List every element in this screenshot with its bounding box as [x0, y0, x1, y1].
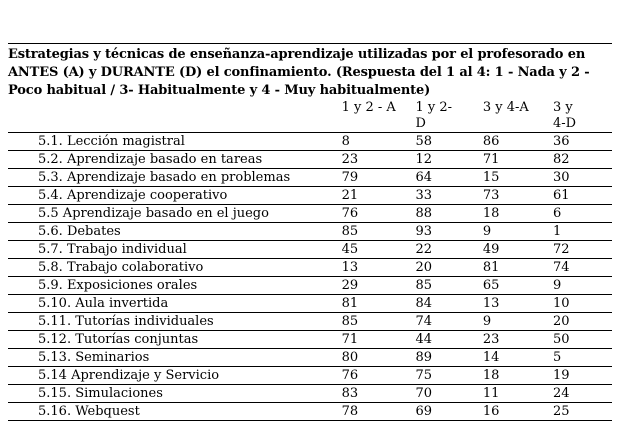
table-row	[8, 205, 612, 223]
header-line: 1 y 2-	[415, 100, 453, 115]
table-row	[8, 151, 612, 169]
row-label: 5.7. Trabajo individual	[8, 241, 342, 259]
table-row	[8, 259, 612, 277]
value-cell: 81	[483, 259, 553, 277]
value-cell: 15	[483, 169, 553, 187]
table-row	[8, 241, 612, 259]
value-cell: 18	[483, 205, 553, 223]
header-cell	[342, 100, 416, 133]
value-cell: 58	[415, 133, 482, 151]
value-cell: 76	[342, 205, 416, 223]
value-cell: 82	[553, 151, 612, 169]
value-cell: 8	[342, 133, 416, 151]
value-cell: 23	[483, 331, 553, 349]
value-cell: 71	[483, 151, 553, 169]
value-cell: 5	[553, 349, 612, 367]
value-cell: 16	[483, 403, 553, 421]
row-label: 5.8. Trabajo colaborativo	[8, 259, 342, 277]
row-label: 5.6. Debates	[8, 223, 342, 241]
row-label: 5.15. Simulaciones	[8, 385, 342, 403]
row-label: 5.14 Aprendizaje y Servicio	[8, 367, 342, 385]
table-row	[8, 385, 612, 403]
value-cell: 64	[415, 169, 482, 187]
value-cell: 89	[415, 349, 482, 367]
value-cell: 36	[553, 133, 612, 151]
table-row	[8, 367, 612, 385]
value-cell: 71	[342, 331, 416, 349]
value-cell: 19	[553, 367, 612, 385]
row-label: 5.5 Aprendizaje basado en el juego	[8, 205, 342, 223]
value-cell: 6	[553, 205, 612, 223]
value-cell: 85	[342, 313, 416, 331]
value-cell: 75	[415, 367, 482, 385]
value-cell: 13	[483, 295, 553, 313]
header-line: 1 y 2 - A	[341, 100, 396, 115]
value-cell: 84	[415, 295, 482, 313]
value-cell: 61	[553, 187, 612, 205]
value-cell: 85	[342, 223, 416, 241]
table-row	[8, 169, 612, 187]
value-cell: 14	[483, 349, 553, 367]
value-cell: 72	[553, 241, 612, 259]
results-table	[8, 100, 612, 421]
row-label: 5.1. Lección magistral	[8, 133, 342, 151]
table-row	[8, 223, 612, 241]
table-row	[8, 187, 612, 205]
value-cell: 45	[342, 241, 416, 259]
value-cell: 73	[483, 187, 553, 205]
value-cell: 85	[415, 277, 482, 295]
table-body	[8, 133, 612, 421]
value-cell: 9	[483, 223, 553, 241]
value-cell: 83	[342, 385, 416, 403]
value-cell: 76	[342, 367, 416, 385]
value-cell: 18	[483, 367, 553, 385]
header-line: 3 y	[552, 100, 573, 115]
document	[8, 43, 612, 421]
value-cell: 49	[483, 241, 553, 259]
header-line: 4-D	[552, 116, 577, 131]
value-cell: 65	[483, 277, 553, 295]
header-cell	[553, 100, 612, 133]
header-row	[8, 100, 612, 133]
value-cell: 11	[483, 385, 553, 403]
value-cell: 20	[415, 259, 482, 277]
value-cell: 88	[415, 205, 482, 223]
value-cell: 44	[415, 331, 482, 349]
value-cell: 23	[342, 151, 416, 169]
row-label: 5.9. Exposiciones orales	[8, 277, 342, 295]
table-row	[8, 133, 612, 151]
value-cell: 24	[553, 385, 612, 403]
value-cell: 79	[342, 169, 416, 187]
value-cell: 30	[553, 169, 612, 187]
value-cell: 50	[553, 331, 612, 349]
value-cell: 69	[415, 403, 482, 421]
value-cell: 21	[342, 187, 416, 205]
value-cell: 93	[415, 223, 482, 241]
value-cell: 10	[553, 295, 612, 313]
row-label: 5.2. Aprendizaje basado en tareas	[8, 151, 342, 169]
value-cell: 81	[342, 295, 416, 313]
header-empty-cell	[8, 100, 342, 133]
row-label: 5.3. Aprendizaje basado en problemas	[8, 169, 342, 187]
table-row	[8, 313, 612, 331]
table-caption: Estrategias y técnicas de enseñanza-aprendizaje utilizadas por el profesorado en ANTES (A) y DURANTE (D) el confinamiento. (Respuesta del 1 al 4: 1 - Nada y 2 - Poco habitual / 3- Habitualmente y 4 - Muy habitualmente)	[8, 47, 590, 98]
value-cell: 9	[553, 277, 612, 295]
table-row	[8, 403, 612, 421]
row-label: 5.10. Aula invertida	[8, 295, 342, 313]
header-cell	[415, 100, 482, 133]
header-cell	[483, 100, 553, 133]
header-line: 3 y 4-A	[482, 100, 529, 115]
value-cell: 1	[553, 223, 612, 241]
value-cell: 29	[342, 277, 416, 295]
table-row	[8, 277, 612, 295]
value-cell: 33	[415, 187, 482, 205]
value-cell: 70	[415, 385, 482, 403]
row-label: 5.16. Webquest	[8, 403, 342, 421]
value-cell: 13	[342, 259, 416, 277]
value-cell: 12	[415, 151, 482, 169]
table-row	[8, 349, 612, 367]
table-row	[8, 331, 612, 349]
value-cell: 78	[342, 403, 416, 421]
header-line: D	[415, 116, 426, 131]
row-label: 5.12. Tutorías conjuntas	[8, 331, 342, 349]
value-cell: 25	[553, 403, 612, 421]
table-row	[8, 295, 612, 313]
value-cell: 9	[483, 313, 553, 331]
value-cell: 86	[483, 133, 553, 151]
row-label: 5.13. Seminarios	[8, 349, 342, 367]
value-cell: 74	[415, 313, 482, 331]
row-label: 5.4. Aprendizaje cooperativo	[8, 187, 342, 205]
value-cell: 80	[342, 349, 416, 367]
row-label: 5.11. Tutorías individuales	[8, 313, 342, 331]
value-cell: 22	[415, 241, 482, 259]
value-cell: 74	[553, 259, 612, 277]
value-cell: 20	[553, 313, 612, 331]
